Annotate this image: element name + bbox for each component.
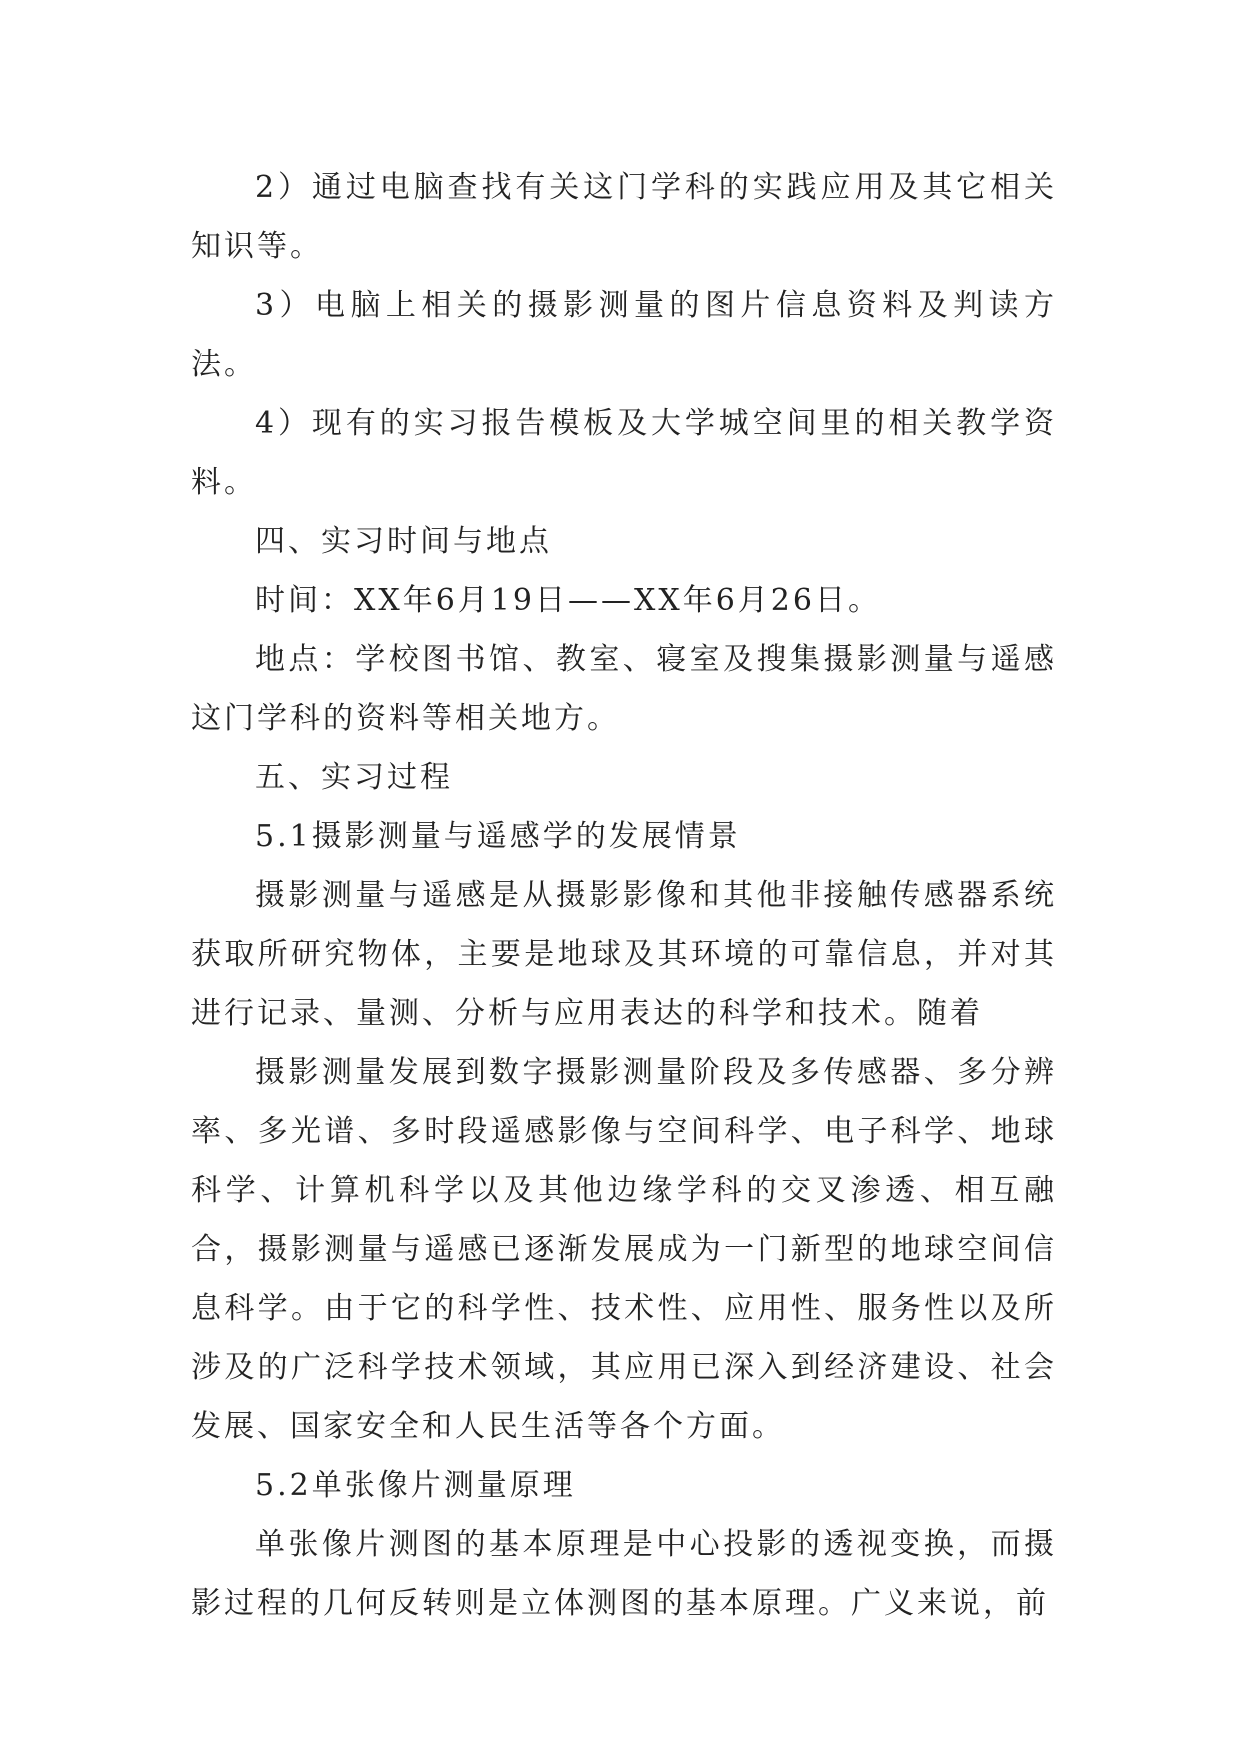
subsection-heading-5-2: 5.2单张像片测量原理 [255,1468,576,1503]
paragraph-time: 时间：XX年6月19日——XX年6月26日。 [255,583,881,618]
body-text [191,158,1057,1633]
section-heading-time-place: 四、实习时间与地点 [255,524,552,559]
paragraph-item-3: 3）电脑上相关的摄影测量的图片信息资料及判读方法。 [191,288,1057,382]
paragraph-body: 摄影测量发展到数字摄影测量阶段及多传感器、多分辨率、多光谱、多时段遥感影像与空间科学、电子科学、地球科学、计算机科学以及其他边缘学科的交叉渗透、相互融合，摄影测量与遥感已逐渐发展成为一门新型的地球空间信息科学。由于它的科学性、技术性、应用性、服务性以及所涉及的广泛科学技术领域，其应用已深入到经济建设、社会发展、国家安全和人民生活等各个方面。 [191,1055,1057,1444]
paragraph-place: 地点：学校图书馆、教室、寝室及搜集摄影测量与遥感这门学科的资料等相关地方。 [191,642,1057,736]
subsection-heading-5-1: 5.1摄影测量与遥感学的发展情景 [255,819,741,854]
paragraph-body: 单张像片测图的基本原理是中心投影的透视变换，而摄影过程的几何反转则是立体测图的基本原理。广义来说，前 [191,1527,1057,1621]
paragraph-item-4: 4）现有的实习报告模板及大学城空间里的相关教学资料。 [191,406,1057,500]
paragraph-item-2: 2）通过电脑查找有关这门学科的实践应用及其它相关知识等。 [191,170,1057,264]
section-heading-process: 五、实习过程 [255,760,453,795]
paragraph-body: 摄影测量与遥感是从摄影影像和其他非接触传感器系统获取所研究物体，主要是地球及其环境的可靠信息，并对其进行记录、量测、分析与应用表达的科学和技术。随着 [191,878,1057,1031]
